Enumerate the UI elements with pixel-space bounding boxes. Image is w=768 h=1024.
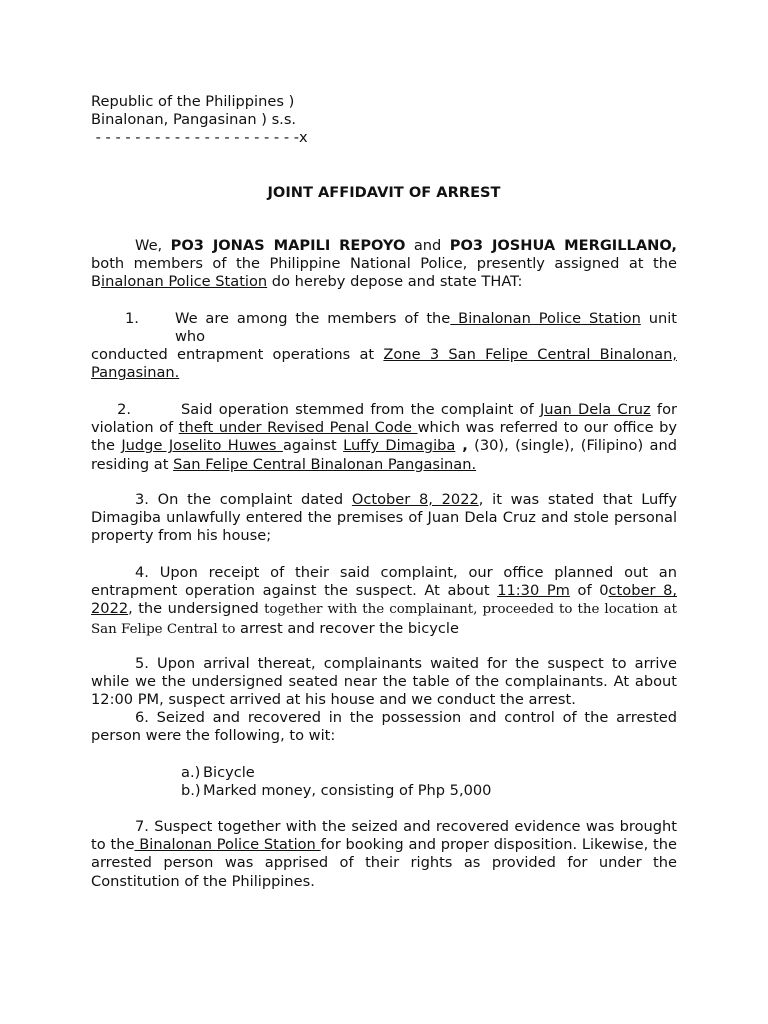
p2-suspect: Luffy Dimagiba <box>343 437 456 455</box>
p3-text-2: , it was stated that Luffy Dimagiba unlawfully entered the premises of Juan Dela Cruz and stole personal property from his house; <box>91 491 678 545</box>
p4-time: 11:30 Pm <box>497 582 570 600</box>
p7-text-2: for booking and proper disposition. Likewise, the arrested person was apprised of their rights as provided for under the Constitution of the Philippines. <box>91 836 677 890</box>
p5-text: 5. Upon arrival thereat, complainants waited for the suspect to arrive while we the undersigned seated near the table of the complainants. At about 12:00 PM, suspect arrived at his house and we conduct the arrest. <box>91 655 677 709</box>
p1-station: Binalonan Police Station <box>450 310 641 327</box>
p1-text-3: conducted entrapment operations at <box>91 346 384 363</box>
paragraph-2-number: 2. <box>117 401 131 418</box>
list-item <box>181 764 255 782</box>
p2-judge: Judge Joselito Huwes <box>121 437 283 455</box>
p3-date: October 8, 2022 <box>351 491 479 508</box>
list-item-text: Marked money, consisting of Php 5,000 <box>203 782 492 799</box>
list-item <box>181 782 491 800</box>
paragraph-2 <box>91 401 677 474</box>
intro-paragraph <box>91 237 677 292</box>
intro-station: inalonan Police Station <box>101 273 268 291</box>
paragraph-1-continued <box>91 346 677 382</box>
p4-text-4: arrest and recover the bicycle <box>235 619 459 637</box>
paragraph-5 <box>91 655 677 710</box>
p1-text-1: We are among the members of the <box>175 310 451 327</box>
p6-text: 6. Seized and recovered in the possession and control of the arrested person were the following, to wit: <box>91 709 677 745</box>
paragraph-6 <box>91 709 677 745</box>
intro-text-2: do hereby depose and state THAT: <box>267 273 523 291</box>
paragraph-3 <box>91 491 677 546</box>
intro-we: We, <box>135 237 171 254</box>
paragraph-1-number: 1. <box>125 310 139 327</box>
p2-text-2: for violation of <box>91 401 677 437</box>
venue-caption-line-2: Binalonan, Pangasinan ) s.s. <box>91 111 297 128</box>
list-marker: a.) <box>181 764 201 781</box>
list-item-text: Bicycle <box>203 764 255 781</box>
p4-text-3: , the undersigned <box>128 600 265 618</box>
p3-text-1: 3. On the complaint dated <box>135 491 352 508</box>
paragraph-4 <box>91 564 677 639</box>
p4-date: ctober 8, 2022 <box>91 582 678 618</box>
paragraph-7 <box>91 818 677 891</box>
p7-text-1: 7. Suspect together with the seized and recovered evidence was brought to the <box>91 818 677 854</box>
p2-text-1: Said operation stemmed from the complaint of <box>181 401 540 418</box>
p2-crime: theft under Revised Penal Code <box>178 419 418 437</box>
p1-text-2: unit who <box>175 310 678 345</box>
intro-text-1: both members of the Philippine National Police, presently assigned at the B <box>91 255 677 291</box>
venue-caption-line-1: Republic of the Philippines ) <box>91 93 295 110</box>
p1-place: Zone 3 San Felipe Central Binalonan, Pangasinan. <box>91 346 677 382</box>
document-title: JOINT AFFIDAVIT OF ARREST <box>267 184 501 201</box>
affiant-name-1: PO3 JONAS MAPILI REPOYO <box>170 237 406 254</box>
p4-text-2: of 0 <box>569 582 609 600</box>
p7-station: Binalonan Police Station <box>134 836 321 854</box>
p2-text-4: against <box>282 437 344 455</box>
list-marker: b.) <box>181 782 201 799</box>
p2-text-5: (30), (single), (Filipino) and residing at <box>91 437 678 473</box>
p4-text-1: 4. Upon receipt of their said complaint, our office planned out an entrapment operation against the suspect. At about <box>91 564 677 600</box>
affiant-name-2: PO3 JOSHUA MERGILLANO, <box>449 237 677 254</box>
intro-and: and <box>405 237 450 254</box>
p2-complainant: Juan Dela Cruz <box>540 401 651 418</box>
p2-text-3: which was referred to our office by the <box>91 419 677 455</box>
venue-caption-divider: - - - - - - - - - - - - - - - - - - - - -x <box>91 129 308 146</box>
paragraph-1-first-line <box>175 310 677 346</box>
p4-serif-text: together with the complainant, proceeded to the location at San Felipe Central to <box>91 602 677 637</box>
p2-address: San Felipe Central Binalonan Pangasinan. <box>173 455 477 473</box>
p2-comma: , <box>455 437 468 455</box>
